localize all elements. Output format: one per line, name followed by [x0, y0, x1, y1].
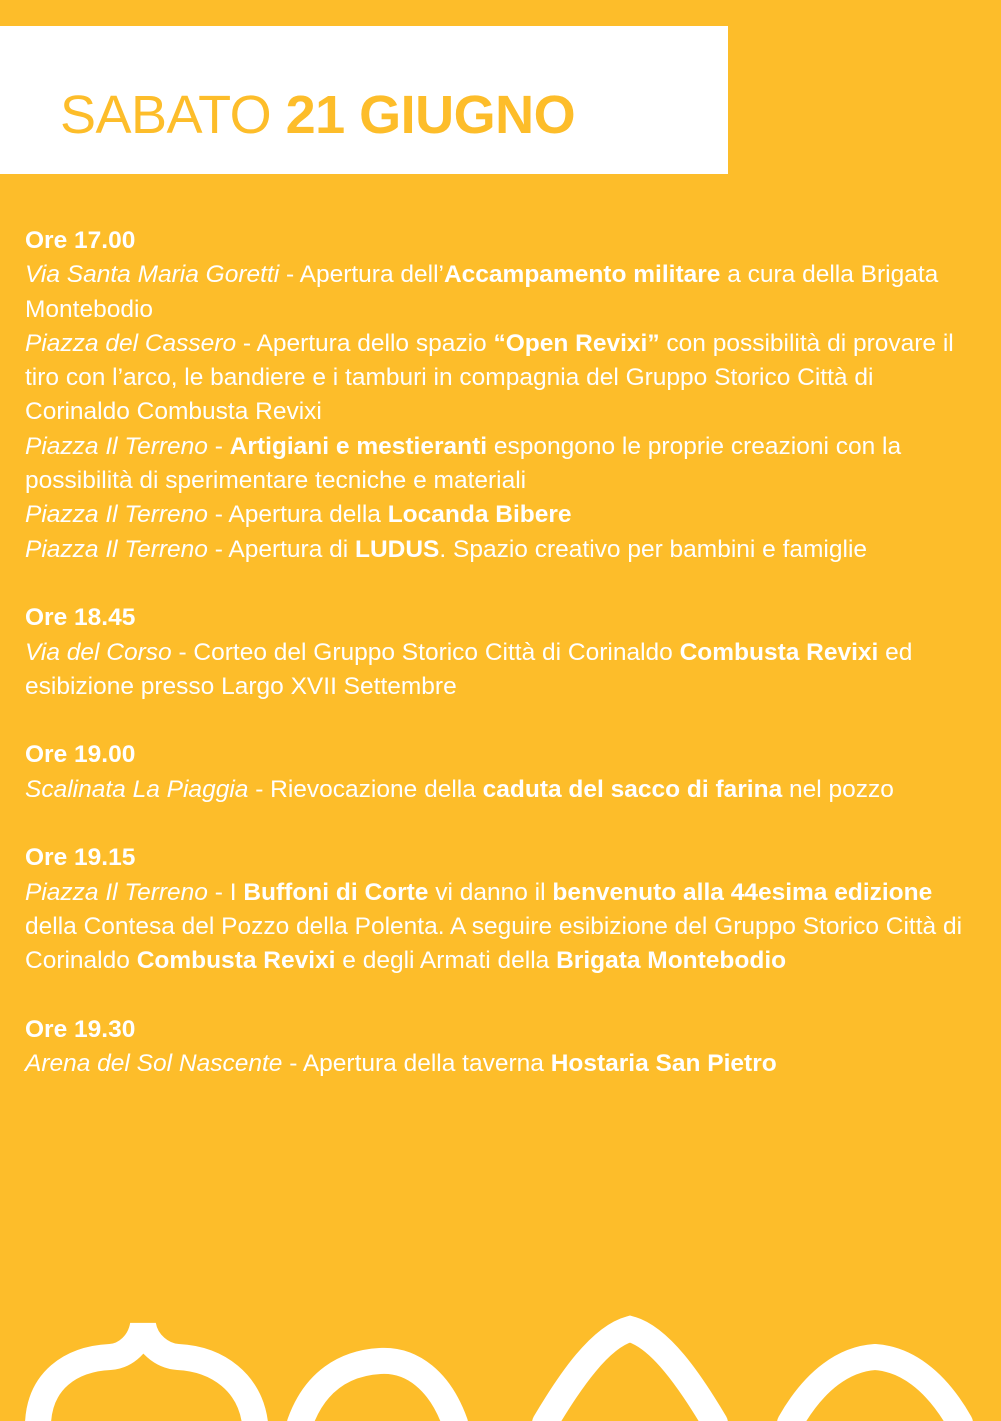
title-day: SABATO: [60, 85, 272, 145]
schedule-item: [25, 327, 980, 430]
arch-shape-1: [38, 1325, 255, 1421]
schedule-item: [25, 498, 980, 532]
event-description: Apertura della: [228, 501, 388, 529]
schedule-item: [25, 636, 980, 705]
arch-shape-4: [790, 1357, 960, 1421]
event-description: Apertura della taverna: [302, 1050, 551, 1078]
event-location: Scalinata La Piaggia: [25, 775, 249, 803]
event-description: Corteo del Gruppo Storico Città di Corinaldo: [193, 638, 680, 666]
schedule-block: [25, 224, 980, 567]
event-highlight: Combusta Revixi: [136, 947, 336, 975]
event-highlight: Combusta Revixi: [679, 638, 879, 666]
event-description: Apertura dell’: [299, 261, 444, 289]
separator: -: [171, 638, 194, 666]
event-highlight: Buffoni di Corte: [243, 878, 429, 906]
event-location: Arena del Sol Nascente: [25, 1050, 283, 1078]
event-highlight: LUDUS: [355, 535, 440, 563]
schedule-item: [25, 430, 980, 499]
event-highlight: caduta del sacco di farina: [482, 775, 783, 803]
program-schedule: [25, 224, 980, 1116]
schedule-item: [25, 1047, 980, 1081]
event-description: I: [229, 878, 244, 906]
schedule-time: Ore 18.45: [25, 604, 136, 632]
event-description: vi danno il: [428, 878, 553, 906]
header-box: [0, 26, 728, 174]
schedule-time: Ore 19.00: [25, 741, 136, 769]
schedule-item: [25, 773, 980, 807]
event-highlight: “Open Revixi”: [493, 329, 660, 357]
schedule-time: Ore 17.00: [25, 227, 136, 254]
event-highlight: benvenuto alla 44esima edizione: [552, 878, 933, 906]
event-description: espongono le proprie creazioni con la possibilità di sperimentare tecniche e materiali: [25, 432, 902, 495]
event-highlight: Hostaria San Pietro: [550, 1050, 777, 1078]
separator: -: [279, 261, 300, 289]
separator: -: [207, 501, 229, 529]
event-description: ed esibizione presso Largo XVII Settembre: [25, 638, 913, 700]
event-description: nel pozzo: [782, 775, 894, 803]
arch-shape-2: [300, 1361, 455, 1421]
schedule-item: [25, 258, 980, 327]
separator: -: [207, 535, 229, 563]
schedule-block: [25, 738, 980, 807]
event-description: . Spazio creativo per bambini e famiglie: [439, 535, 868, 563]
event-description: con possibilità di provare il tiro con l’arco, le bandiere e i tamburi in compagnia del Gruppo Storico Città di Corinaldo Combusta Revixi: [25, 329, 954, 426]
separator: -: [282, 1050, 303, 1078]
event-highlight: Accampamento militare: [443, 261, 721, 289]
schedule-time: Ore 19.30: [25, 1015, 136, 1043]
arch-shape-3: [545, 1329, 715, 1421]
event-description: e degli Armati della: [335, 947, 557, 975]
event-highlight: Brigata Montebodio: [556, 947, 787, 975]
schedule-block: [25, 601, 980, 704]
schedule-item: [25, 533, 980, 567]
event-description: Rievocazione della: [270, 775, 483, 803]
decorative-arches-footer: [0, 1311, 1001, 1421]
separator: -: [236, 329, 257, 357]
title-date: 21 GIUGNO: [285, 85, 576, 145]
event-location: Piazza Il Terreno: [25, 432, 208, 460]
event-description: della Contesa del Pozzo della Polenta. A seguire esibizione del Gruppo Storico Città di Corinaldo: [25, 912, 963, 975]
schedule-block: [25, 1013, 980, 1082]
event-location: Piazza Il Terreno: [25, 535, 208, 563]
separator: -: [248, 775, 271, 803]
event-highlight: Artigiani e mestieranti: [229, 432, 488, 460]
event-description: Apertura di: [228, 535, 356, 563]
event-location: Piazza del Cassero: [25, 329, 237, 357]
event-description: a cura della Brigata Montebodio: [25, 261, 939, 323]
event-location: Via del Corso: [25, 638, 172, 666]
schedule-time: Ore 19.15: [25, 844, 136, 872]
event-highlight: Locanda Bibere: [387, 501, 572, 529]
separator: -: [207, 432, 230, 460]
event-description: Apertura dello spazio: [256, 329, 494, 357]
schedule-block: [25, 841, 980, 978]
event-location: Via Santa Maria Goretti: [25, 261, 280, 289]
event-location: Piazza Il Terreno: [25, 878, 208, 906]
separator: -: [207, 878, 230, 906]
page-title: [60, 85, 576, 145]
event-location: Piazza Il Terreno: [25, 501, 208, 529]
schedule-item: [25, 876, 980, 979]
